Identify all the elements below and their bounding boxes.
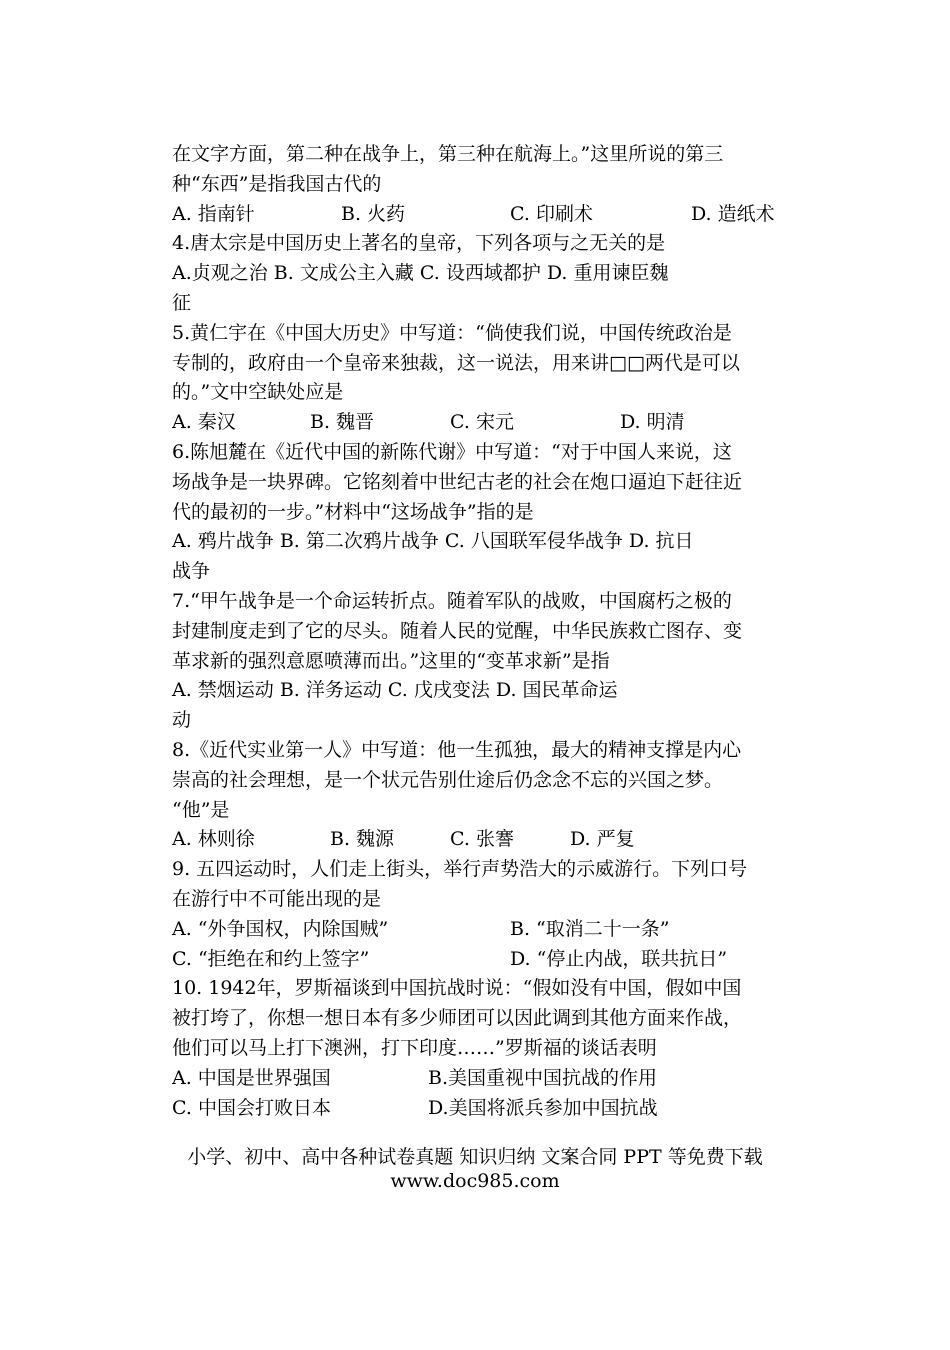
option-b: B. 火药 xyxy=(341,202,406,225)
question-8 xyxy=(172,736,792,855)
question-10 xyxy=(172,974,792,1123)
question-stem: 在游行中不可能出现的是 xyxy=(172,887,382,910)
option-d: D.美国将派兵参加中国抗战 xyxy=(428,1096,658,1119)
options-line: A. 禁烟运动 B. 洋务运动 C. 戊戌变法 D. 国民革命运 xyxy=(172,679,618,702)
option-a: A. “外争国权，内除国贼” xyxy=(172,917,389,940)
options-row xyxy=(172,200,792,230)
question-stem: 他们可以马上打下澳洲，打下印度……”罗斯福的谈话表明 xyxy=(172,1036,657,1059)
question-stem: 5.黄仁宇在《中国大历史》中写道：“倘使我们说，中国传统政治是 xyxy=(172,321,732,344)
options-line: 动 xyxy=(172,709,192,732)
footer-promo xyxy=(0,1145,950,1193)
option-d: D. 严复 xyxy=(570,828,635,851)
option-c: C. 宋元 xyxy=(450,411,514,434)
exam-content xyxy=(172,140,792,1123)
question-3 xyxy=(172,140,792,229)
question-7 xyxy=(172,587,792,736)
question-stem: 10. 1942年，罗斯福谈到中国抗战时说：“假如没有中国，假如中国 xyxy=(172,977,742,1000)
option-a: A. 中国是世界强国 xyxy=(172,1066,331,1089)
question-stem: 革求新的强烈意愿喷薄而出。”这里的“变革求新”是指 xyxy=(172,649,610,672)
option-d: D. 明清 xyxy=(620,411,685,434)
question-stem: 6.陈旭麓在《近代中国的新陈代谢》中写道：“对于中国人来说，这 xyxy=(172,440,732,463)
options-line: A.贞观之治 B. 文成公主入藏 C. 设西域都护 D. 重用谏臣魏 xyxy=(172,262,669,285)
question-stem: 4.唐太宗是中国历史上著名的皇帝，下列各项与之无关的是 xyxy=(172,232,666,255)
option-d: D. 造纸术 xyxy=(691,202,775,225)
option-a: A. 秦汉 xyxy=(172,411,236,434)
options-row xyxy=(172,1064,792,1094)
footer-url[interactable]: www.doc985.com xyxy=(390,1170,560,1192)
question-stem: 代的最初的一步。”材料中“这场战争”指的是 xyxy=(172,500,534,523)
option-a: A. 指南针 xyxy=(172,202,255,225)
footer-text: 小学、初中、高中各种试卷真题 知识归纳 文案合同 PPT 等免费下载 xyxy=(187,1146,763,1168)
options-line: A. 鸦片战争 B. 第二次鸦片战争 C. 八国联军侵华战争 D. 抗日 xyxy=(172,530,694,553)
question-stem: 被打垮了，你想一想日本有多少师团可以因此调到其他方面来作战， xyxy=(172,1007,743,1030)
options-row xyxy=(172,825,792,855)
question-stem: 专制的，政府由一个皇帝来独裁，这一说法，用来讲□□两代是可以 xyxy=(172,351,740,374)
question-stem: 8.《近代实业第一人》中写道：他一生孤独，最大的精神支撑是内心 xyxy=(172,738,742,761)
options-row xyxy=(172,1094,792,1124)
question-9 xyxy=(172,855,792,974)
options-line: 战争 xyxy=(172,560,211,583)
question-stem: 9. 五四运动时，人们走上街头，举行声势浩大的示威游行。下列口号 xyxy=(172,858,748,881)
option-c: C. 中国会打败日本 xyxy=(172,1096,331,1119)
question-5 xyxy=(172,319,792,438)
question-stem: 7.“甲午战争是一个命运转折点。随着军队的战败，中国腐朽之极的 xyxy=(172,589,732,612)
question-stem: “他”是 xyxy=(172,798,230,821)
question-stem: 在文字方面，第二种在战争上，第三种在航海上。”这里所说的第三 xyxy=(172,143,724,165)
option-c: C. 印刷术 xyxy=(510,202,593,225)
option-a: A. 林则徐 xyxy=(172,828,255,851)
question-stem: 的。”文中空缺处应是 xyxy=(172,381,344,404)
option-d: D. “停止内战，联共抗日” xyxy=(510,947,728,970)
options-row xyxy=(172,408,792,438)
question-stem: 种“东西”是指我国古代的 xyxy=(172,172,382,195)
option-b: B.美国重视中国抗战的作用 xyxy=(428,1066,658,1089)
option-c: C. 张謇 xyxy=(450,828,514,851)
options-row xyxy=(172,945,792,975)
question-stem: 封建制度走到了它的尽头。随着人民的觉醒，中华民族救亡图存、变 xyxy=(172,619,743,642)
options-line: 征 xyxy=(172,291,192,314)
question-6 xyxy=(172,438,792,587)
question-4 xyxy=(172,229,792,318)
option-b: B. 魏源 xyxy=(330,828,395,851)
question-stem: 场战争是一块界碑。它铭刻着中世纪古老的社会在炮口逼迫下赶往近 xyxy=(172,470,743,493)
option-b: B. “取消二十一条” xyxy=(510,917,670,940)
option-b: B. 魏晋 xyxy=(310,411,375,434)
option-c: C. “拒绝在和约上签字” xyxy=(172,947,370,970)
options-row xyxy=(172,915,792,945)
question-stem: 崇高的社会理想，是一个状元告别仕途后仍念念不忘的兴国之梦。 xyxy=(172,768,724,791)
